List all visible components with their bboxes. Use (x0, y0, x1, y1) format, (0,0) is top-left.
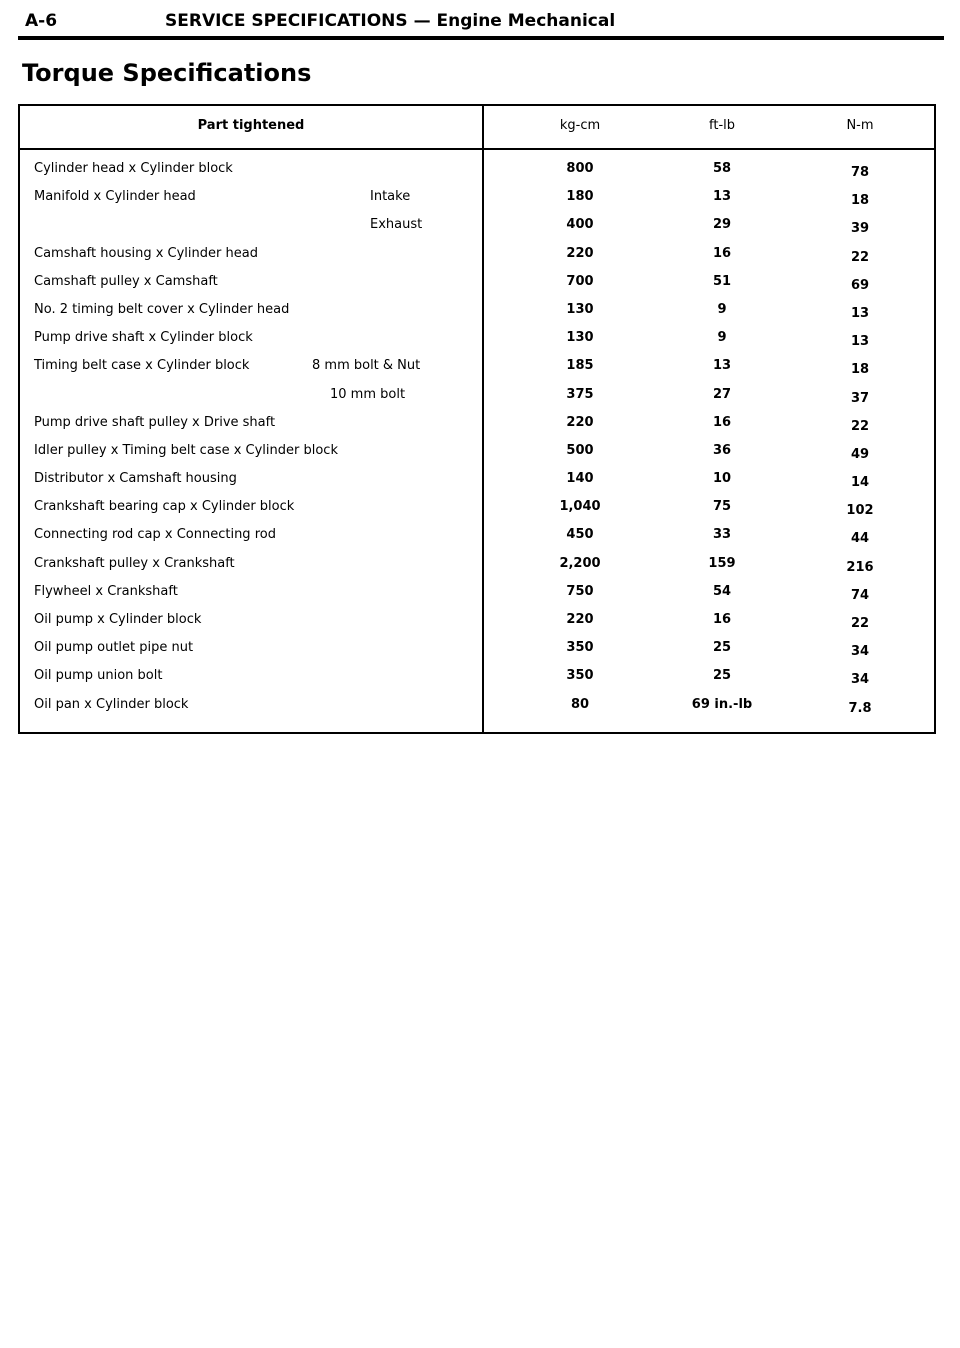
part-tightened: Camshaft pulley x Camshaft (34, 273, 218, 289)
torque-ft-lb: 16 (712, 414, 732, 430)
column-header-kg-cm: kg-cm (559, 118, 601, 133)
table-row (20, 609, 934, 637)
torque-kg-cm: 220 (566, 414, 594, 430)
table-row (20, 355, 934, 383)
torque-kg-cm: 350 (566, 668, 594, 684)
part-tightened: Cylinder head x Cylinder block (34, 161, 233, 176)
table-row (20, 412, 934, 440)
column-header-part: Part tightened (197, 118, 305, 133)
torque-ft-lb: 27 (712, 386, 732, 402)
part-tightened: Oil pump outlet pipe nut (34, 640, 194, 656)
torque-kg-cm: 2,200 (559, 555, 601, 571)
column-header-n-m: N-m (846, 118, 874, 133)
torque-ft-lb: 25 (712, 668, 732, 684)
torque-kg-cm: 350 (566, 640, 594, 656)
torque-ft-lb: 75 (712, 499, 732, 515)
part-tightened: Distributor x Camshaft housing (34, 471, 237, 487)
torque-kg-cm: 80 (570, 696, 590, 712)
torque-n-m: 39 (850, 221, 870, 237)
torque-ft-lb: 36 (712, 442, 732, 458)
table-row (20, 637, 934, 665)
torque-n-m: 69 (850, 277, 870, 293)
torque-kg-cm: 700 (566, 273, 594, 289)
part-tightened: No. 2 timing belt cover x Cylinder head (34, 301, 290, 317)
page-number: A-6 (25, 11, 58, 31)
torque-n-m: 37 (850, 390, 870, 406)
torque-ft-lb: 13 (712, 358, 732, 374)
table-row (20, 299, 934, 327)
torque-n-m: 74 (850, 587, 870, 603)
torque-kg-cm: 185 (566, 358, 594, 374)
part-tightened: Pump drive shaft pulley x Drive shaft (34, 414, 276, 430)
torque-ft-lb: 58 (712, 161, 732, 176)
running-title: SERVICE SPECIFICATIONS — Engine Mechanical (165, 11, 616, 31)
part-tightened: Camshaft housing x Cylinder head (34, 245, 258, 261)
section-title: Torque Specifications (22, 59, 312, 87)
part-variant: Exhaust (370, 217, 423, 233)
torque-n-m: 102 (846, 503, 874, 519)
torque-n-m: 49 (850, 446, 870, 462)
header-rule (18, 36, 944, 40)
torque-ft-lb: 25 (712, 640, 732, 656)
table-row (20, 581, 934, 609)
torque-kg-cm: 750 (566, 583, 594, 599)
table-row (20, 384, 934, 412)
torque-n-m: 34 (850, 644, 870, 660)
torque-kg-cm: 375 (566, 386, 594, 402)
torque-n-m: 22 (850, 616, 870, 631)
part-tightened: Idler pulley x Timing belt case x Cylinder block (34, 442, 338, 458)
table-row (20, 243, 934, 271)
part-tightened: Oil pan x Cylinder block (34, 696, 189, 712)
torque-n-m: 34 (850, 672, 870, 688)
torque-n-m: 44 (850, 531, 870, 547)
torque-ft-lb: 33 (712, 527, 732, 543)
part-tightened: Connecting rod cap x Connecting rod (34, 527, 276, 543)
torque-kg-cm: 140 (566, 471, 594, 487)
torque-ft-lb: 54 (712, 583, 732, 599)
torque-kg-cm: 180 (566, 189, 594, 205)
torque-kg-cm: 400 (566, 217, 594, 233)
torque-n-m: 7.8 (848, 700, 872, 716)
torque-kg-cm: 220 (566, 612, 594, 627)
part-tightened: Timing belt case x Cylinder block (34, 358, 250, 374)
torque-n-m: 13 (850, 334, 870, 350)
torque-kg-cm: 220 (566, 245, 594, 261)
torque-ft-lb: 69 in.-lb (691, 696, 753, 712)
torque-n-m: 18 (850, 193, 870, 209)
table-row (20, 496, 934, 524)
torque-n-m: 18 (850, 362, 870, 378)
part-tightened: Flywheel x Crankshaft (34, 583, 178, 599)
torque-n-m: 22 (850, 249, 870, 265)
part-tightened: Oil pump x Cylinder block (34, 612, 202, 627)
part-tightened: Crankshaft pulley x Crankshaft (34, 555, 235, 571)
torque-ft-lb: 51 (712, 273, 732, 289)
torque-table (18, 104, 936, 734)
torque-kg-cm: 500 (566, 442, 594, 458)
torque-ft-lb: 16 (712, 245, 732, 261)
torque-kg-cm: 450 (566, 527, 594, 543)
page-header (25, 8, 945, 34)
table-row (20, 327, 934, 355)
torque-kg-cm: 800 (566, 161, 594, 176)
column-header-ft-lb: ft-lb (709, 118, 735, 133)
torque-n-m: 13 (850, 305, 870, 321)
torque-n-m: 22 (850, 418, 870, 434)
part-tightened: Crankshaft bearing cap x Cylinder block (34, 499, 295, 515)
table-row (20, 186, 934, 214)
torque-n-m: 78 (850, 165, 870, 180)
torque-ft-lb: 9 (717, 330, 727, 346)
torque-ft-lb: 13 (712, 189, 732, 205)
table-row (20, 553, 934, 581)
torque-n-m: 216 (846, 559, 874, 575)
table-row (20, 468, 934, 496)
torque-kg-cm: 130 (566, 330, 594, 346)
torque-kg-cm: 1,040 (559, 499, 601, 515)
part-variant: Intake (370, 189, 411, 205)
torque-n-m: 14 (850, 475, 870, 491)
part-variant: 8 mm bolt & Nut (312, 358, 421, 374)
torque-ft-lb: 16 (712, 612, 732, 627)
part-tightened: Pump drive shaft x Cylinder block (34, 330, 253, 346)
torque-ft-lb: 159 (708, 555, 736, 571)
table-row (20, 440, 934, 468)
part-tightened: Manifold x Cylinder head (34, 189, 196, 205)
torque-ft-lb: 10 (712, 471, 732, 487)
torque-ft-lb: 29 (712, 217, 732, 233)
header-divider (20, 148, 934, 150)
table-body (20, 158, 934, 722)
table-row (20, 524, 934, 552)
table-row (20, 694, 934, 722)
table-row (20, 665, 934, 693)
part-variant: 10 mm bolt (330, 386, 406, 402)
table-row (20, 271, 934, 299)
torque-kg-cm: 130 (566, 301, 594, 317)
part-tightened: Oil pump union bolt (34, 668, 163, 684)
table-row (20, 158, 934, 186)
torque-ft-lb: 9 (717, 301, 727, 317)
table-row (20, 214, 934, 242)
